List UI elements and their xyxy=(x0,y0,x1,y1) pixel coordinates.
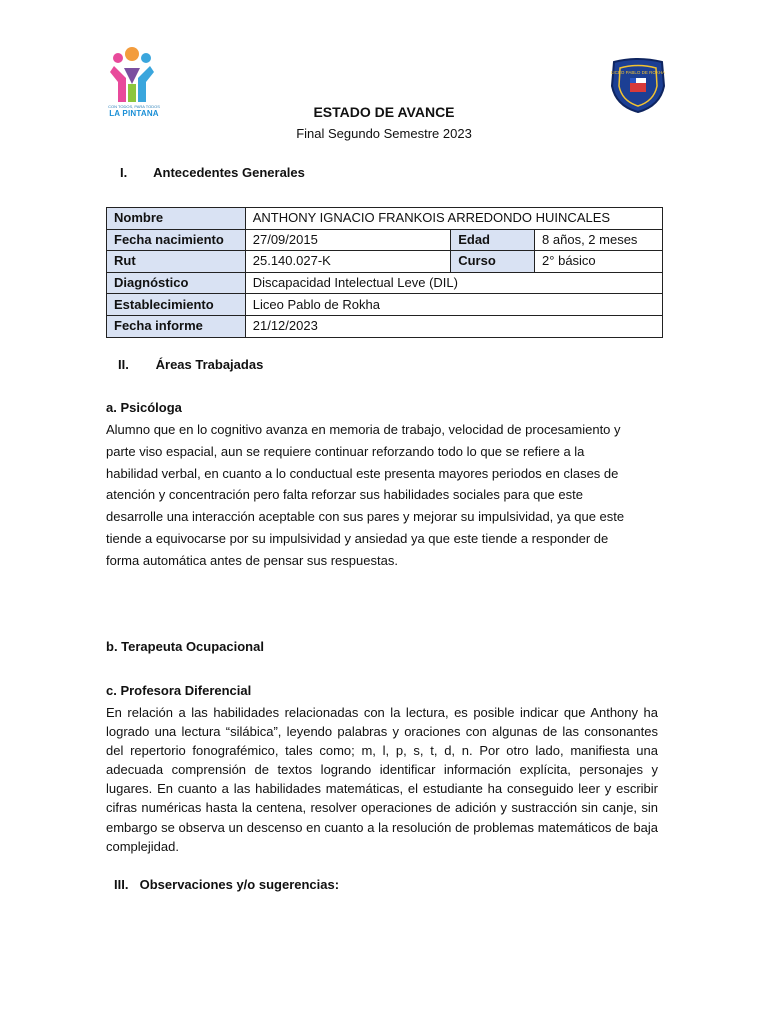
establecimiento-label: Establecimiento xyxy=(107,294,246,316)
fecha-informe-label: Fecha informe xyxy=(107,315,246,337)
table-row xyxy=(107,208,663,230)
student-info-table xyxy=(106,207,663,338)
page-title: ESTADO DE AVANCE xyxy=(313,104,455,120)
table-row xyxy=(107,251,663,273)
diagnostico-value: Discapacidad Intelectual Leve (DIL) xyxy=(245,272,662,294)
page-subtitle: Final Segundo Semestre 2023 xyxy=(296,126,472,141)
text-line: atención y concentración pero falta reforzar sus habilidades sociales para que este xyxy=(106,487,583,503)
rut-label: Rut xyxy=(107,251,246,273)
psicologa-heading: a. Psicóloga xyxy=(106,400,182,415)
text-line: tiende a equivocarse por su impulsividad y ansiedad ya que este tiende a responder de xyxy=(106,530,609,546)
profesora-heading: c. Profesora Diferencial xyxy=(106,683,252,698)
crest-text: LICEO PABLO DE ROKHA xyxy=(610,70,666,75)
establecimiento-value: Liceo Pablo de Rokha xyxy=(245,294,662,316)
psicologa-text xyxy=(106,419,658,572)
section-title: Observaciones y/o sugerencias: xyxy=(139,877,340,892)
terapeuta-heading: b. Terapeuta Ocupacional xyxy=(106,639,264,654)
text-line: forma automática antes de pensar sus respuestas. xyxy=(106,552,398,568)
text-line: parte viso espacial, aun se requiere continuar reforzando todo lo que se refiere a la xyxy=(106,443,585,459)
edad-value: 8 años, 2 meses xyxy=(535,229,663,251)
nombre-value: ANTHONY IGNACIO FRANKOIS ARREDONDO HUINCALES xyxy=(245,208,662,230)
edad-label: Edad xyxy=(451,229,535,251)
logo-slogan: CON TODOS, PARA TODOS xyxy=(108,104,160,109)
fecha-nacimiento-label: Fecha nacimiento xyxy=(107,229,246,251)
diagnostico-label: Diagnóstico xyxy=(107,272,246,294)
fecha-nacimiento-value: 27/09/2015 xyxy=(245,229,450,251)
section-title: Antecedentes Generales xyxy=(153,165,305,180)
section-number: II. xyxy=(118,357,129,372)
text-line: Alumno que en lo cognitivo avanza en memoria de trabajo, velocidad de procesamiento y xyxy=(106,422,621,437)
logo-name: LA PINTANA xyxy=(109,109,159,118)
section-number: I. xyxy=(120,165,128,180)
profesora-text: En relación a las habilidades relacionadas con la lectura, es posible indicar que Anthony ha logrado una lectura “silábica”, leyendo palabras y oraciones con algunas de las consonantes del repertorio fonografémico, tales como; m, l, p, s, t, d, n. Por otro lado, manifiesta una adecuada comprensión de textos logrando identificar información explícita, personajes y lugares. En cuanto a las habilidades matemáticas, el estudiante ha conseguido leer y escribir cifras numéricas hasta la centena, resolver operaciones de adición y sustracción sin canje, sin embargo se observa un descenso en cuanto a la resolución de problemas matemáticos de baja complejidad. xyxy=(106,705,658,854)
table-row xyxy=(107,315,663,337)
section-title: Áreas Trabajadas xyxy=(155,357,264,372)
table-row xyxy=(107,272,663,294)
text-line: habilidad verbal, en cuanto a lo conductual este presenta mayores periodos en clases de xyxy=(106,465,619,481)
table-row xyxy=(107,229,663,251)
section-observaciones xyxy=(114,877,339,892)
section-antecedentes xyxy=(120,165,305,180)
curso-label: Curso xyxy=(451,251,535,273)
section-areas xyxy=(118,357,263,372)
text-line: desarrolle una interacción aceptable con sus pares y mejorar su impulsividad, ya que este xyxy=(106,509,625,525)
nombre-label: Nombre xyxy=(107,208,246,230)
table-row xyxy=(107,294,663,316)
curso-value: 2° básico xyxy=(535,251,663,273)
fecha-informe-value: 21/12/2023 xyxy=(245,315,662,337)
section-number: III. xyxy=(114,877,129,892)
rut-value: 25.140.027-K xyxy=(245,251,450,273)
